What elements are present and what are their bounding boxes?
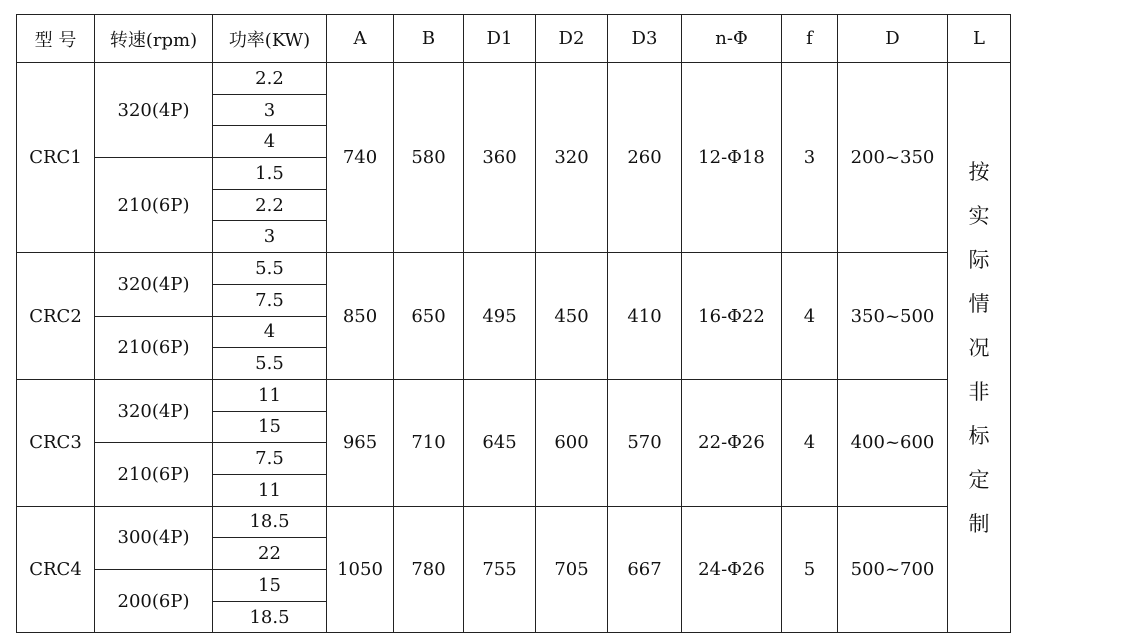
speed-cell: 210(6P)	[95, 443, 213, 506]
power-cell: 18.5	[213, 506, 327, 538]
power-cell: 4	[213, 316, 327, 348]
l-note-char: 标	[968, 423, 990, 448]
l-note	[948, 63, 1011, 633]
d3-cell: 570	[608, 379, 682, 506]
d2-cell: 600	[536, 379, 608, 506]
a-cell: 740	[327, 63, 394, 253]
d-cell: 350~500	[838, 253, 948, 380]
d2-cell: 705	[536, 506, 608, 633]
f-cell: 4	[782, 379, 838, 506]
power-cell: 22	[213, 538, 327, 570]
header-n-phi: n-Φ	[682, 15, 782, 63]
header-d: D	[838, 15, 948, 63]
n-phi-cell: 16-Φ22	[682, 253, 782, 380]
l-note-char: 况	[968, 335, 990, 360]
d1-cell: 360	[464, 63, 536, 253]
model-name: CRC2	[17, 253, 95, 380]
power-cell: 2.2	[213, 63, 327, 95]
d3-cell: 667	[608, 506, 682, 633]
n-phi-cell: 22-Φ26	[682, 379, 782, 506]
power-cell: 15	[213, 411, 327, 443]
power-cell: 11	[213, 379, 327, 411]
l-note-char: 际	[968, 247, 990, 272]
power-cell: 15	[213, 570, 327, 602]
a-cell: 965	[327, 379, 394, 506]
d3-cell: 260	[608, 63, 682, 253]
speed-cell: 320(4P)	[95, 253, 213, 316]
d2-cell: 320	[536, 63, 608, 253]
speed-cell: 200(6P)	[95, 570, 213, 633]
speed-cell: 300(4P)	[95, 506, 213, 569]
table-row	[17, 379, 1011, 411]
b-cell: 710	[394, 379, 464, 506]
speed-cell: 210(6P)	[95, 316, 213, 379]
header-l: L	[948, 15, 1011, 63]
d1-cell: 495	[464, 253, 536, 380]
f-cell: 5	[782, 506, 838, 633]
l-note-char: 非	[968, 379, 990, 404]
power-cell: 3	[213, 221, 327, 253]
model-name: CRC3	[17, 379, 95, 506]
power-cell: 11	[213, 474, 327, 506]
b-cell: 650	[394, 253, 464, 380]
d-cell: 200~350	[838, 63, 948, 253]
header-model: 型 号	[17, 15, 95, 63]
l-note-char: 情	[968, 291, 990, 316]
f-cell: 4	[782, 253, 838, 380]
table-row	[17, 63, 1011, 95]
speed-cell: 210(6P)	[95, 158, 213, 253]
power-cell: 1.5	[213, 158, 327, 190]
power-cell: 5.5	[213, 253, 327, 285]
l-note-char: 实	[968, 203, 990, 228]
d1-cell: 645	[464, 379, 536, 506]
table-row	[17, 253, 1011, 285]
header-b: B	[394, 15, 464, 63]
n-phi-cell: 24-Φ26	[682, 506, 782, 633]
l-note-char: 定	[968, 467, 990, 492]
header-f: f	[782, 15, 838, 63]
header-d2: D2	[536, 15, 608, 63]
power-cell: 7.5	[213, 284, 327, 316]
d3-cell: 410	[608, 253, 682, 380]
header-a: A	[327, 15, 394, 63]
header-speed: 转速(rpm)	[95, 15, 213, 63]
d2-cell: 450	[536, 253, 608, 380]
power-cell: 3	[213, 94, 327, 126]
speed-cell: 320(4P)	[95, 63, 213, 158]
model-name: CRC4	[17, 506, 95, 633]
b-cell: 580	[394, 63, 464, 253]
power-cell: 4	[213, 126, 327, 158]
a-cell: 850	[327, 253, 394, 380]
model-name: CRC1	[17, 63, 95, 253]
a-cell: 1050	[327, 506, 394, 633]
d-cell: 500~700	[838, 506, 948, 633]
d1-cell: 755	[464, 506, 536, 633]
l-note-char: 制	[968, 511, 990, 536]
header-d3: D3	[608, 15, 682, 63]
header-row	[17, 15, 1011, 63]
header-power: 功率(KW)	[213, 15, 327, 63]
table-row	[17, 506, 1011, 538]
power-cell: 5.5	[213, 348, 327, 380]
spec-table	[16, 14, 1011, 633]
power-cell: 2.2	[213, 189, 327, 221]
b-cell: 780	[394, 506, 464, 633]
header-d1: D1	[464, 15, 536, 63]
n-phi-cell: 12-Φ18	[682, 63, 782, 253]
f-cell: 3	[782, 63, 838, 253]
speed-cell: 320(4P)	[95, 379, 213, 442]
d-cell: 400~600	[838, 379, 948, 506]
power-cell: 18.5	[213, 601, 327, 633]
power-cell: 7.5	[213, 443, 327, 475]
l-note-char: 按	[968, 159, 990, 184]
